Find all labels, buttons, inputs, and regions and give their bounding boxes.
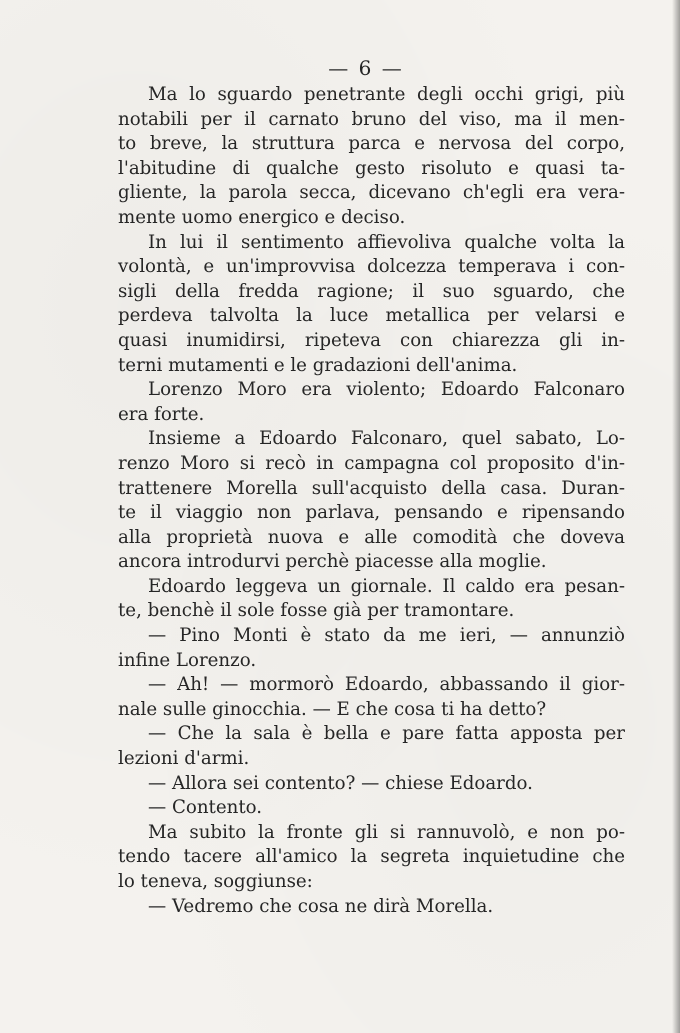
- text-line: — Contento.: [148, 797, 263, 819]
- text-line: notabili per il carnato bruno del viso, ma il men-: [118, 108, 625, 130]
- text-line: alla proprietà nuova e alle comodità che doveva: [118, 526, 625, 548]
- body-text: [118, 83, 625, 919]
- page-number: — 6 —: [328, 56, 404, 80]
- text-line: to breve, la struttura parca e nervosa del corpo,: [118, 133, 625, 155]
- text-line: — Ah! — mormorò Edoardo, abbassando il gior-: [148, 674, 625, 696]
- text-line: lezioni d'armi.: [118, 748, 250, 770]
- text-line: — Vedremo che cosa ne dirà Morella.: [148, 895, 494, 917]
- text-line: — Allora sei contento? — chiese Edoardo.: [148, 772, 533, 794]
- text-line: l'abitudine di qualche gesto risoluto e quasi ta-: [118, 157, 625, 179]
- text-line: Insieme a Edoardo Falconaro, quel sabato, Lo-: [148, 428, 625, 450]
- text-line: lo teneva, soggiunse:: [118, 871, 313, 892]
- text-line: Ma subito la fronte gli si rannuvolò, e non po-: [148, 821, 625, 843]
- text-line: infine Lorenzo.: [118, 649, 257, 671]
- text-line: Ma lo sguardo penetrante degli occhi grigi, più: [148, 84, 625, 105]
- text-line: mente uomo energico e deciso.: [118, 206, 406, 228]
- text-line: perdeva talvolta la luce metallica per velarsi e: [118, 305, 625, 327]
- text-line: te, benchè il sole fosse già per tramontare.: [118, 600, 515, 622]
- text-line: terni mutamenti e le gradazioni dell'anima.: [118, 354, 518, 376]
- text-line: — Pino Monti è stato da me ieri, — annunziò: [148, 625, 625, 647]
- text-line: quasi inumidirsi, ripeteva con chiarezza gli in-: [118, 329, 625, 351]
- text-line: trattenere Morella sull'acquisto della casa. Duran-: [118, 477, 625, 499]
- text-line: tendo tacere all'amico la segreta inquietudine che: [118, 846, 625, 868]
- text-line: era forte.: [118, 403, 205, 425]
- text-line: te il viaggio non parlava, pensando e ripensando: [118, 502, 625, 524]
- page-edge-shadow: [672, 0, 680, 1033]
- text-line: In lui il sentimento affievoliva qualche volta la: [148, 231, 625, 253]
- text-line: Lorenzo Moro era violento; Edoardo Falconaro: [148, 379, 625, 401]
- text-line: nale sulle ginocchia. — E che cosa ti ha detto?: [118, 698, 547, 720]
- text-line: volontà, e un'improvvisa dolcezza temperava i con-: [118, 256, 625, 278]
- text-line: sigli della fredda ragione; il suo sguardo, che: [118, 280, 625, 302]
- text-line: ancora introdurvi perchè piacesse alla moglie.: [118, 551, 547, 573]
- text-line: gliente, la parola secca, dicevano ch'egli era vera-: [118, 182, 625, 204]
- text-line: — Che la sala è bella e pare fatta apposta per: [148, 723, 625, 745]
- text-line: renzo Moro si recò in campagna col proposito d'in-: [118, 452, 625, 474]
- text-line: Edoardo leggeva un giornale. Il caldo era pesan-: [148, 575, 625, 597]
